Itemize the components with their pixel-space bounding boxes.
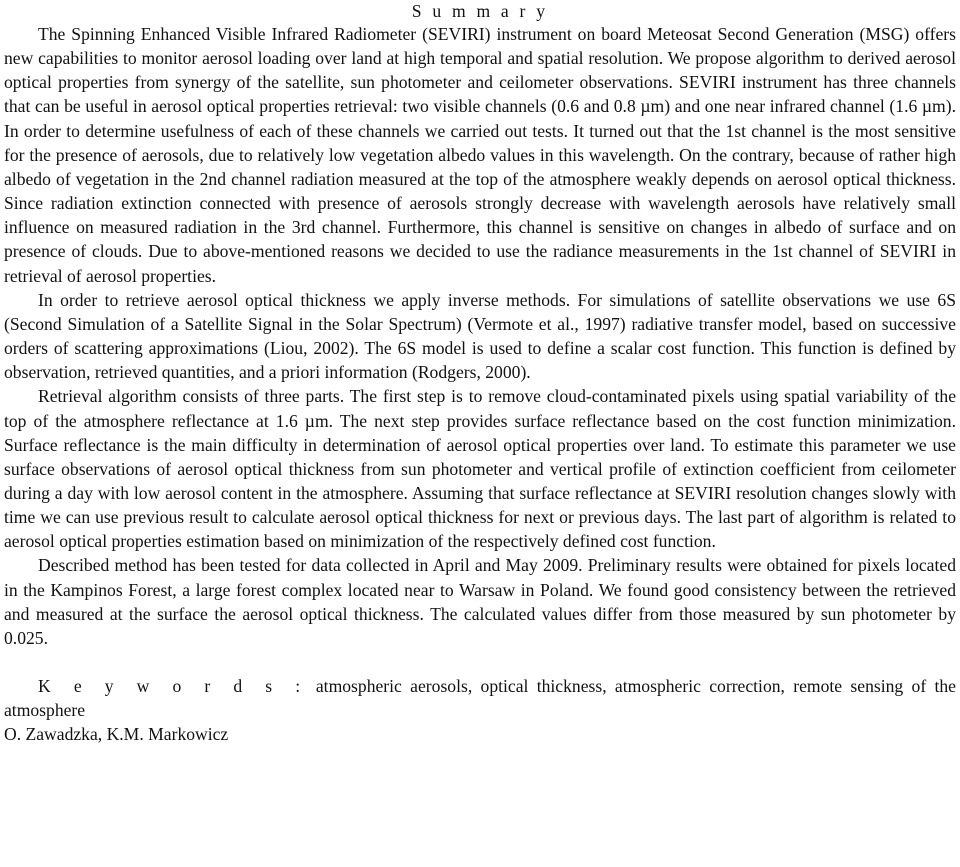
summary-paragraph-2: In order to retrieve aerosol optical thickness we apply inverse methods. For simulations of satellite observations we use 6S (Second Simulation of a Satellite Signal in the Solar Spectrum) (Vermote et al., 1997) radiative transfer model, based on successive orders of scattering approximations (Liou, 2002). The 6S model is used to define a scalar cost function. This function is defined by observation, retrieved quantities, and a priori information (Rodgers, 2000).: [4, 289, 956, 383]
summary-paragraph-1: The Spinning Enhanced Visible Infrared Radiometer (SEVIRI) instrument on board Meteosat Second Generation (MSG) offers new capabilities to monitor aerosol loading over land at high temporal and spatial resolution. We propose algorithm to derived aerosol optical properties from synergy of the satellite, sun photometer and ceilometer observations. SEVIRI instrument has three channels that can be useful in aerosol optical properties retrieval: two visible channels (0.6 and 0.8 µm) and one near infrared channel (1.6 µm). In order to determine usefulness of each of these channels we carried out tests. It turned out that the 1st channel is the most sensitive for the presence of aerosols, due to relatively low vegetation albedo values in this wavelength. On the contrary, because of rather high albedo of vegetation in the 2nd channel radiation measured at the top of the atmosphere weakly depends on aerosol optical thickness. Since radiation extinction connected with presence of aerosols strongly decrease with wavelength aerosols have relatively small influence on measured radiation in the 3rd channel. Furthermore, this channel is sensitive on changes in albedo of surface and on presence of clouds. Due to above-mentioned reasons we decided to use the radiance measurements in the 1st channel of SEVIRI in retrieval of aerosol properties.: [4, 24, 956, 286]
document-page: [4, 0, 956, 746]
keywords-line: [4, 674, 956, 722]
summary-heading: S u m m a r y: [411, 1, 549, 21]
authors-line: O. Zawadzka, K.M. Markowicz: [4, 724, 229, 745]
keywords-text: atmospheric aerosols, optical thickness, atmospheric correction, remote sensing of the atmosphere: [4, 676, 956, 721]
summary-paragraph-3: Retrieval algorithm consists of three parts. The first step is to remove cloud-contaminated pixels using spatial variability of the top of the atmosphere reflectance at 1.6 µm. The next step provides surface reflectance based on the cost function minimization. Surface reflectance is the main difficulty in determination of aerosol optical properties over land. To estimate this parameter we use surface observations of aerosol optical thickness from sun photometer and vertical profile of extinction coefficient from ceilometer during a day with low aerosol content in the atmosphere. Assuming that surface reflectance at SEVIRI resolution changes slowly with time we can use previous result to calculate aerosol optical thickness for next or previous days. The last part of algorithm is related to aerosol optical properties estimation based on minimization of the respectively defined cost function.: [4, 386, 956, 552]
keywords-label: K e y w o r d s :: [38, 676, 308, 697]
summary-paragraph-4: Described method has been tested for data collected in April and May 2009. Preliminary results were obtained for pixels located in the Kampinos Forest, a large forest complex located near to Warsaw in Poland. We found good consistency between the retrieved and measured at the surface the aerosol optical thickness. The calculated values differ from those measured by sun photometer by 0.025.: [4, 555, 956, 648]
